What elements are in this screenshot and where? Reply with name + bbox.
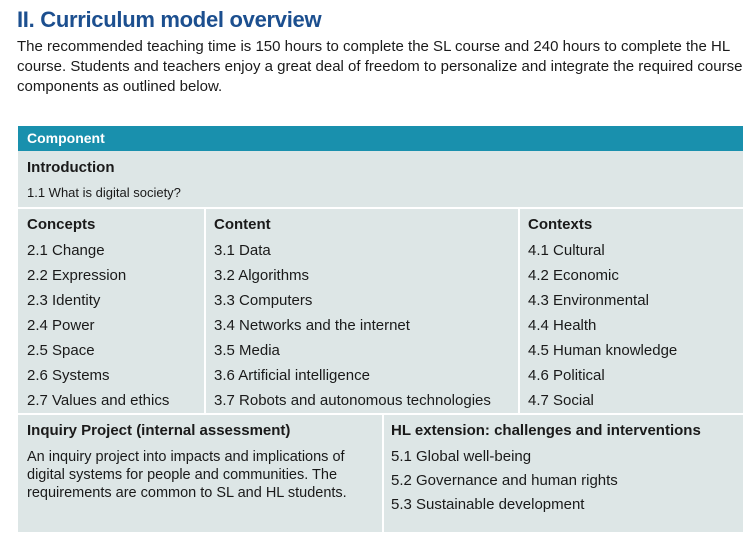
hl-extension-list — [391, 445, 618, 517]
list-item: 2.5 Space — [27, 342, 95, 359]
list-item: 3.2 Algorithms — [214, 267, 310, 284]
divider-inquiry-hl — [382, 415, 384, 532]
page-title: II. Curriculum model overview — [17, 7, 322, 32]
concepts-list — [27, 238, 169, 413]
list-item: 4.6 Political — [528, 367, 605, 384]
intro-paragraph: The recommended teaching time is 150 hours to complete the SL course and 240 hours to complete the HL course. Students and teachers enjoy a great deal of freedom to personalize and integrate the required course components as outlined below. — [17, 38, 743, 95]
inquiry-heading: Inquiry Project (internal assessment) — [27, 422, 291, 439]
content-list — [214, 238, 491, 413]
contexts-list — [528, 238, 677, 413]
list-item: 2.3 Identity — [27, 292, 101, 309]
concepts-heading: Concepts — [27, 216, 96, 233]
introduction-item: 1.1 What is digital society? — [27, 185, 181, 200]
list-item: 2.7 Values and ethics — [27, 392, 170, 409]
list-item: 4.7 Social — [528, 392, 594, 409]
list-item: 4.3 Environmental — [528, 292, 649, 309]
list-item: 4.2 Economic — [528, 267, 619, 284]
contexts-heading: Contexts — [528, 216, 593, 233]
list-item: 3.7 Robots and autonomous technologies — [214, 392, 491, 409]
introduction-heading: Introduction — [27, 159, 115, 176]
list-item: 4.1 Cultural — [528, 242, 605, 259]
list-item: 4.5 Human knowledge — [528, 342, 678, 359]
list-item: 3.5 Media — [214, 342, 280, 359]
list-item: 3.1 Data — [214, 242, 271, 259]
table-header — [18, 126, 743, 151]
list-item: 5.3 Sustainable development — [391, 496, 585, 513]
list-item: 2.1 Change — [27, 242, 105, 259]
list-item: 4.4 Health — [528, 317, 597, 334]
list-item: 3.6 Artificial intelligence — [214, 367, 370, 384]
list-item: 2.4 Power — [27, 317, 95, 334]
list-item: 2.6 Systems — [27, 367, 110, 384]
list-item: 5.2 Governance and human rights — [391, 472, 618, 489]
divider-columns-bottom — [18, 413, 743, 415]
divider-content-contexts — [518, 209, 520, 413]
list-item: 5.1 Global well-being — [391, 448, 532, 465]
hl-extension-heading: HL extension: challenges and interventions — [391, 422, 701, 439]
content-heading: Content — [214, 216, 271, 233]
inquiry-description: An inquiry project into impacts and implications of digital systems for people and communities. The requirements are common to SL and HL students. — [27, 449, 347, 501]
list-item: 2.2 Expression — [27, 267, 127, 284]
header-component-label: Component — [27, 130, 105, 146]
divider-concepts-content — [204, 209, 206, 413]
list-item: 3.4 Networks and the internet — [214, 317, 410, 334]
divider-introduction — [18, 207, 743, 209]
curriculum-table — [18, 126, 743, 532]
list-item: 3.3 Computers — [214, 292, 313, 309]
